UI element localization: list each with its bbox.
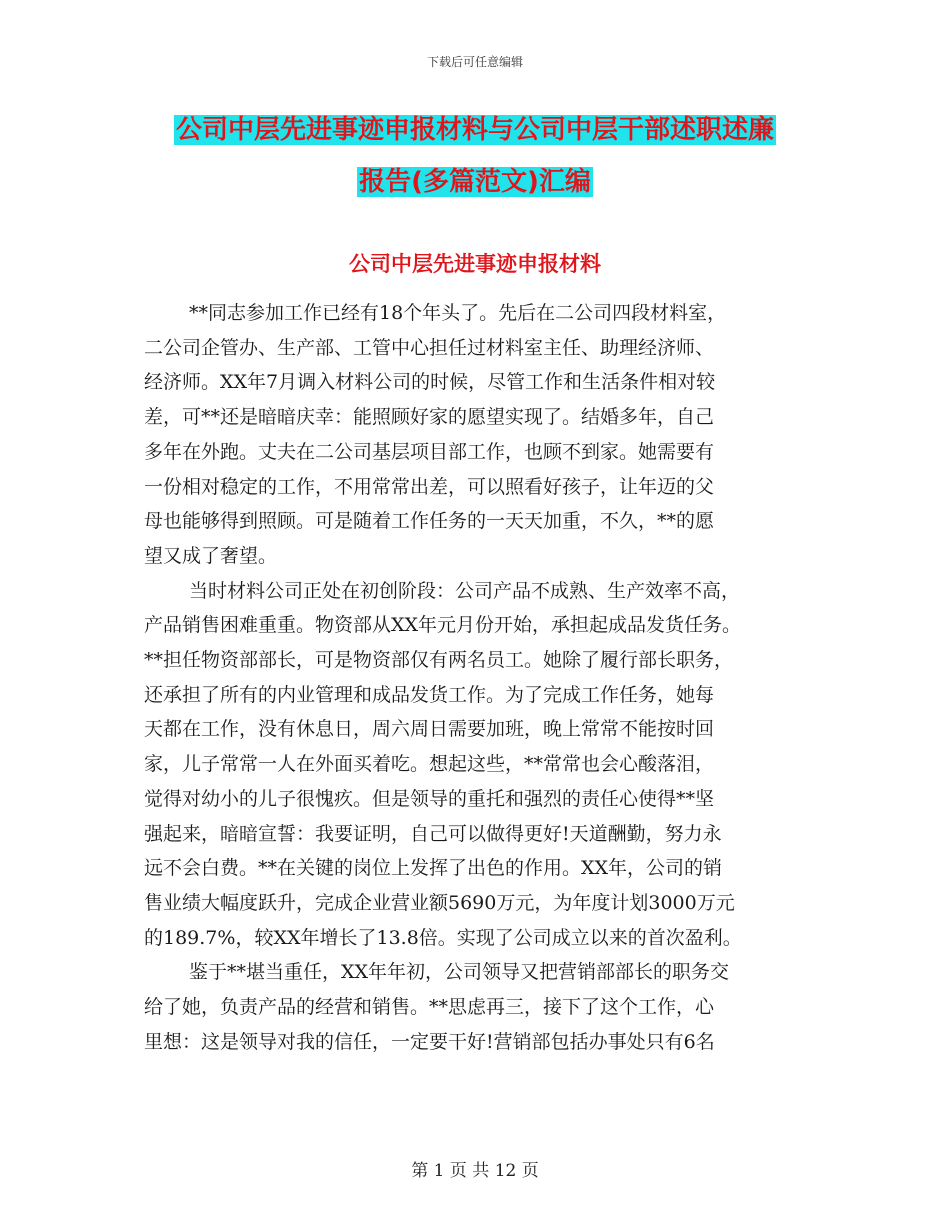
text-line: 还承担了所有的内业管理和成品发货工作。为了完成工作任务，她每 (144, 683, 715, 706)
title-line-2: 报告(多篇范文)汇编 (359, 167, 591, 197)
text-line: 售业绩大幅度跃升，完成企业营业额5690万元，为年度计划3000万元 (144, 891, 735, 914)
page-number-footer: 第 1 页 共 12 页 (411, 1161, 539, 1181)
paragraph (144, 955, 812, 1059)
text-line: 产品销售困难重重。物资部从XX年元月份开始，承担起成品发货任务。 (144, 614, 742, 637)
text-line: 二公司企管办、生产部、工管中心担任过材料室主任、助理经济师、 (144, 336, 715, 359)
section-title: 公司中层先进事迹申报材料 (349, 252, 601, 276)
text-line: 强起来，暗暗宣誓：我要证明，自己可以做得更好!天道酬勤，努力永 (144, 822, 722, 845)
text-line: 多年在外跑。丈夫在二公司基层项目部工作，也顾不到家。她需要有 (144, 440, 715, 463)
paragraph (144, 296, 812, 574)
text-line: 觉得对幼小的儿子很愧疚。但是领导的重托和强烈的责任心使得**坚 (144, 787, 715, 810)
text-line: 里想：这是领导对我的信任，一定要干好!营销部包括办事处只有6名 (144, 1030, 715, 1053)
text-line: 经济师。XX年7月调入材料公司的时候，尽管工作和生活条件相对较 (144, 371, 716, 394)
paragraph (144, 574, 812, 956)
text-line: 天都在工作，没有休息日，周六周日需要加班，晚上常常不能按时回 (144, 718, 715, 741)
text-line: **担任物资部部长，可是物资部仅有两名员工。她除了履行部长职务， (144, 649, 734, 672)
text-line: **同志参加工作已经有18个年头了。先后在二公司四段材料室， (189, 302, 727, 324)
text-line: 差，可**还是暗暗庆幸：能照顾好家的愿望实现了。结婚多年，自己 (144, 406, 715, 429)
body-text (144, 296, 812, 1059)
header-note: 下载后可任意编辑 (426, 55, 523, 69)
document-title (0, 106, 950, 210)
text-line: 给了她，负责产品的经营和销售。**思虑再三，接下了这个工作，心 (144, 996, 715, 1019)
text-line: 当时材料公司正处在初创阶段：公司产品不成熟、生产效率不高， (189, 579, 741, 602)
text-line: 家，儿子常常一人在外面买着吃。想起这些，**常常也会心酸落泪， (144, 753, 715, 776)
title-line-1: 公司中层先进事迹申报材料与公司中层干部述职述廉 (175, 115, 774, 145)
text-line: 鉴于**堪当重任，XX年年初，公司领导又把营销部部长的职务交 (189, 961, 730, 984)
text-line: 的189.7%，较XX年增长了13.8倍。实现了公司成立以来的首次盈利。 (144, 926, 742, 949)
text-line: 远不会白费。**在关键的岗位上发挥了出色的作用。XX年，公司的销 (144, 857, 723, 880)
text-line: 母也能够得到照顾。可是随着工作任务的一天天加重，不久，**的愿 (144, 510, 715, 533)
text-line: 一份相对稳定的工作，不用常常出差，可以照看好孩子，让年迈的父 (144, 475, 715, 498)
text-line: 望又成了奢望。 (144, 544, 278, 567)
